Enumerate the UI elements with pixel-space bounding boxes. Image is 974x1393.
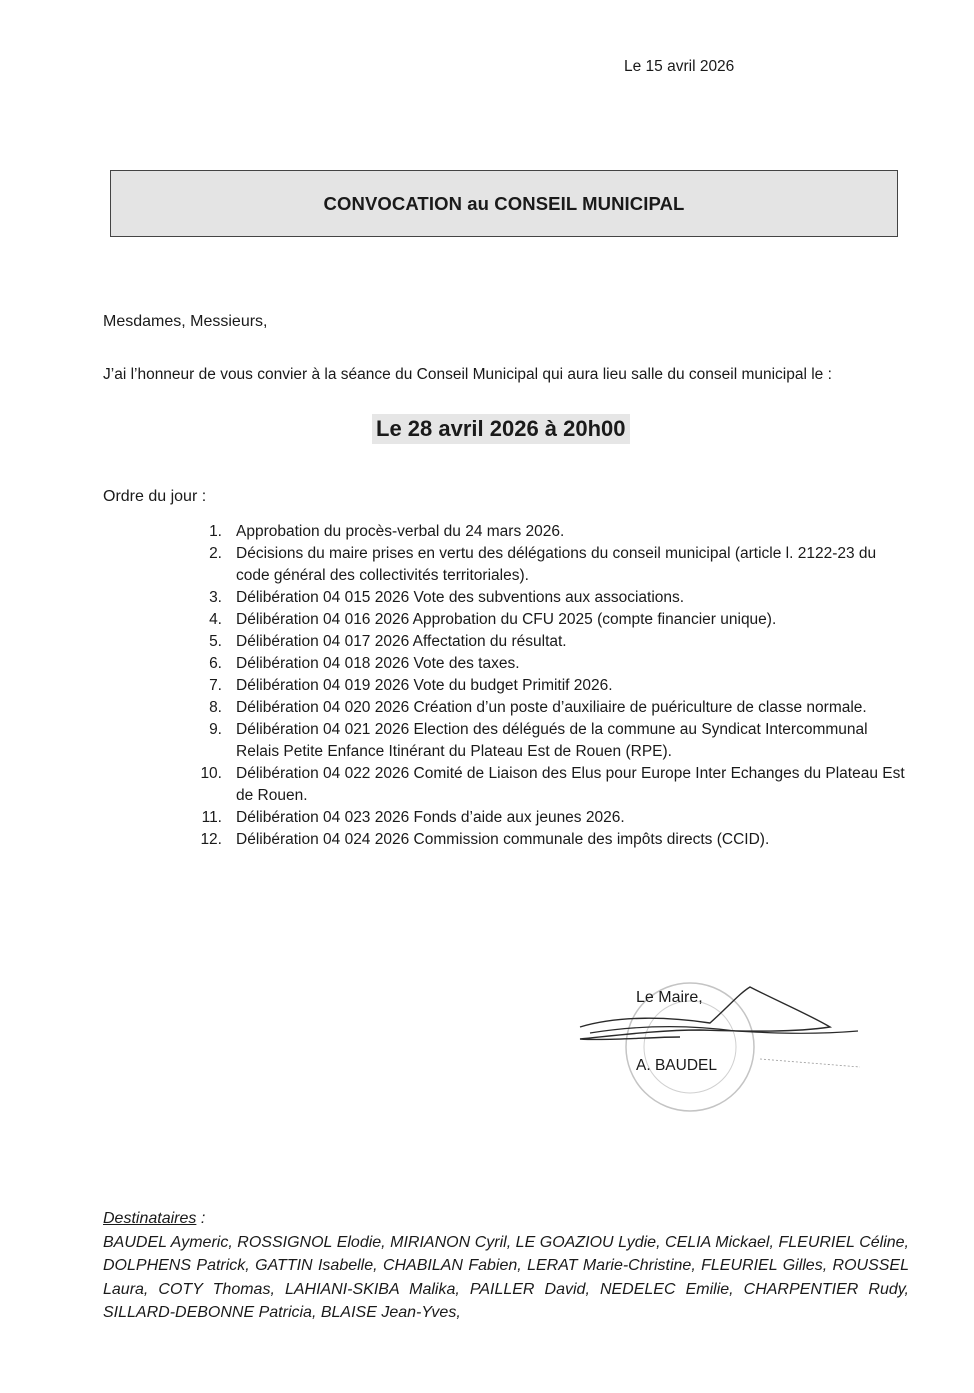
- agenda-item-number: 9.: [209, 721, 222, 738]
- agenda-item: [180, 653, 910, 675]
- agenda-item-number: 5.: [209, 633, 222, 650]
- recipients-heading: Destinataires: [103, 1210, 197, 1227]
- agenda-item: [180, 543, 910, 587]
- agenda-item-text: Délibération 04 020 2026 Création d’un poste d’auxiliaire de puériculture de classe normale.: [236, 699, 867, 716]
- agenda-item-number: 10.: [200, 765, 222, 782]
- agenda-item-number: 2.: [209, 545, 222, 562]
- recipients-heading-colon: :: [196, 1210, 206, 1227]
- agenda-item-number: 1.: [209, 523, 222, 540]
- agenda-item-number: 7.: [209, 677, 222, 694]
- agenda-item: [180, 675, 910, 697]
- meeting-date: Le 28 avril 2026 à 20h00: [372, 414, 630, 444]
- salutation: Mesdames, Messieurs,: [103, 313, 268, 330]
- agenda-list: [180, 521, 910, 851]
- agenda-item-number: 11.: [201, 809, 222, 826]
- agenda-item: [180, 829, 910, 851]
- agenda-item-number: 3.: [209, 589, 222, 606]
- agenda-item: [180, 807, 910, 829]
- agenda-item-text: Délibération 04 018 2026 Vote des taxes.: [236, 655, 520, 672]
- signature-block: [560, 975, 880, 1135]
- agenda-item-text: Délibération 04 015 2026 Vote des subventions aux associations.: [236, 589, 685, 606]
- agenda-heading: Ordre du jour :: [103, 488, 207, 505]
- agenda-item: [180, 631, 910, 653]
- agenda-item: [180, 697, 910, 719]
- handwritten-signature-icon: [560, 975, 880, 1085]
- mayor-title: Le Maire,: [636, 989, 703, 1006]
- agenda-item: [180, 719, 910, 763]
- intro-paragraph: J’ai l’honneur de vous convier à la séance du Conseil Municipal qui aura lieu salle du conseil municipal le :: [103, 366, 832, 383]
- recipients-names: BAUDEL Aymeric, ROSSIGNOL Elodie, MIRIANON Cyril, LE GOAZIOU Lydie, CELIA Mickael, FLEURIEL Céline, DOLPHENS Patrick, GATTIN Isabelle, CHABILAN Fabien, LERAT Marie-Christine, FLEURIEL Gilles, ROUSSEL Laura, COTY Thomas, LAHIANI-SKIBA Malika, PAILLER David, NEDELEC Emilie, CHARPENTIER Rudy, SILLARD-DEBONNE Patricia, BLAISE Jean-Yves,: [103, 1233, 909, 1321]
- agenda-item: [180, 521, 910, 543]
- mayor-name: A. BAUDEL: [636, 1057, 717, 1074]
- agenda-item-text: Délibération 04 016 2026 Approbation du CFU 2025 (compte financier unique).: [236, 611, 777, 628]
- agenda-item-text: Décisions du maire prises en vertu des délégations du conseil municipal (article l. 2122-23 du code général des collectivités territoriales).: [236, 545, 877, 584]
- agenda-item-number: 4.: [209, 611, 222, 628]
- document-date: Le 15 avril 2026: [624, 58, 735, 75]
- agenda-item-text: Délibération 04 022 2026 Comité de Liaison des Elus pour Europe Inter Echanges du Plateau Est de Rouen.: [236, 765, 905, 804]
- agenda-item-number: 12.: [200, 831, 222, 848]
- document-title: CONVOCATION au CONSEIL MUNICIPAL: [323, 192, 685, 214]
- agenda-item-text: Délibération 04 017 2026 Affectation du résultat.: [236, 633, 567, 650]
- agenda-item-text: Approbation du procès-verbal du 24 mars 2026.: [236, 523, 565, 540]
- agenda-item-text: Délibération 04 023 2026 Fonds d’aide aux jeunes 2026.: [236, 809, 625, 826]
- agenda-item: [180, 763, 910, 807]
- agenda-item-number: 6.: [209, 655, 222, 672]
- agenda-item-text: Délibération 04 019 2026 Vote du budget Primitif 2026.: [236, 677, 613, 694]
- agenda-item-text: Délibération 04 024 2026 Commission communale des impôts directs (CCID).: [236, 831, 770, 848]
- agenda-item-text: Délibération 04 021 2026 Election des délégués de la commune au Syndicat Intercommunal Relais Petite Enfance Itinérant du Plateau Est de Rouen (RPE).: [236, 721, 868, 760]
- agenda-item: [180, 609, 910, 631]
- recipients-block: [103, 1207, 909, 1325]
- agenda-item-number: 8.: [209, 699, 222, 716]
- title-box: [110, 170, 898, 237]
- agenda-item: [180, 587, 910, 609]
